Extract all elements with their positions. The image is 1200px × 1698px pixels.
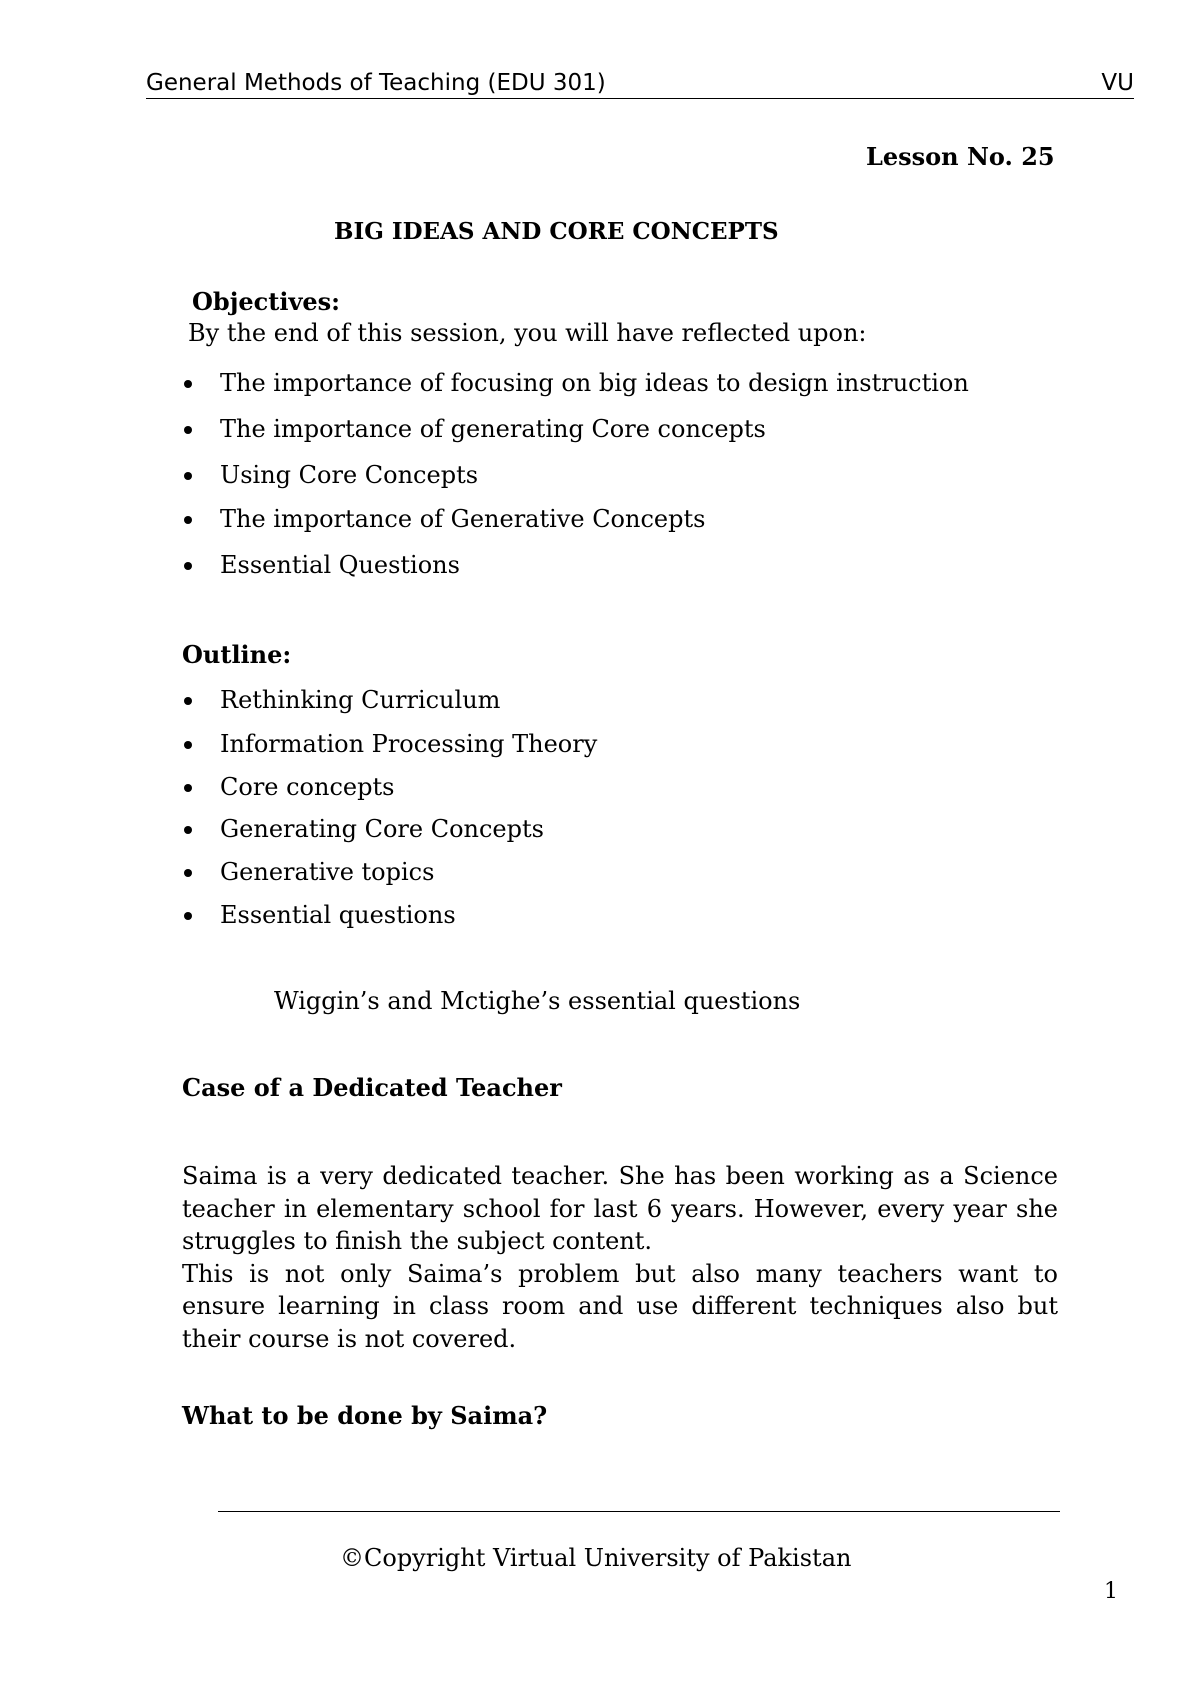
bullet-icon xyxy=(184,426,192,434)
bullet-icon xyxy=(184,380,192,388)
bullet-icon xyxy=(184,784,192,792)
bullet-icon xyxy=(184,562,192,570)
bullet-icon xyxy=(184,741,192,749)
case-body xyxy=(182,1160,1058,1355)
case-heading: Case of a Dedicated Teacher xyxy=(182,1073,562,1102)
case-paragraph-1: Saima is a very dedicated teacher. She has been working as a Science teacher in elementary school for last 6 years. However, every year she struggles to finish the subject content. xyxy=(182,1162,1058,1255)
page-title: BIG IDEAS AND CORE CONCEPTS xyxy=(334,218,779,245)
case-question: What to be done by Saima? xyxy=(182,1401,548,1430)
bullet-icon xyxy=(184,826,192,834)
bullet-icon xyxy=(184,912,192,920)
copyright-text: ©Copyright Virtual University of Pakistan xyxy=(340,1544,852,1572)
objectives-list: The importance of focusing on big ideas to design instruction The importance of generating Core concepts Using Core Concepts The importance of Generative Concepts Essential Questions xyxy=(184,0,1084,1)
bullet-icon xyxy=(184,869,192,877)
bullet-icon xyxy=(184,697,192,705)
page-number: 1 xyxy=(1104,1579,1118,1604)
institution-abbr: VU xyxy=(1101,70,1134,96)
case-paragraph-2: This is not only Saima’s problem but also many teachers want to ensure learning in class room and use different techniques also but their course is not covered. xyxy=(182,1259,1058,1353)
bullet-icon xyxy=(184,516,192,524)
objectives-intro: By the end of this session, you will have reflected upon: xyxy=(188,319,867,347)
outline-sub-item: Wiggin’s and Mctighe’s essential questions xyxy=(274,987,801,1015)
course-title: General Methods of Teaching (EDU 301) xyxy=(146,70,606,96)
footer-divider xyxy=(218,1511,1060,1512)
page-header xyxy=(146,68,1134,99)
lesson-number: Lesson No. 25 xyxy=(866,142,1055,171)
bullet-icon xyxy=(184,472,192,480)
objectives-heading: Objectives: xyxy=(192,287,341,316)
outline-list: Rethinking Curriculum Information Processing Theory Core concepts Generating Core Concepts Generative topics Essential questions xyxy=(184,0,1084,1)
outline-heading: Outline: xyxy=(182,640,292,669)
